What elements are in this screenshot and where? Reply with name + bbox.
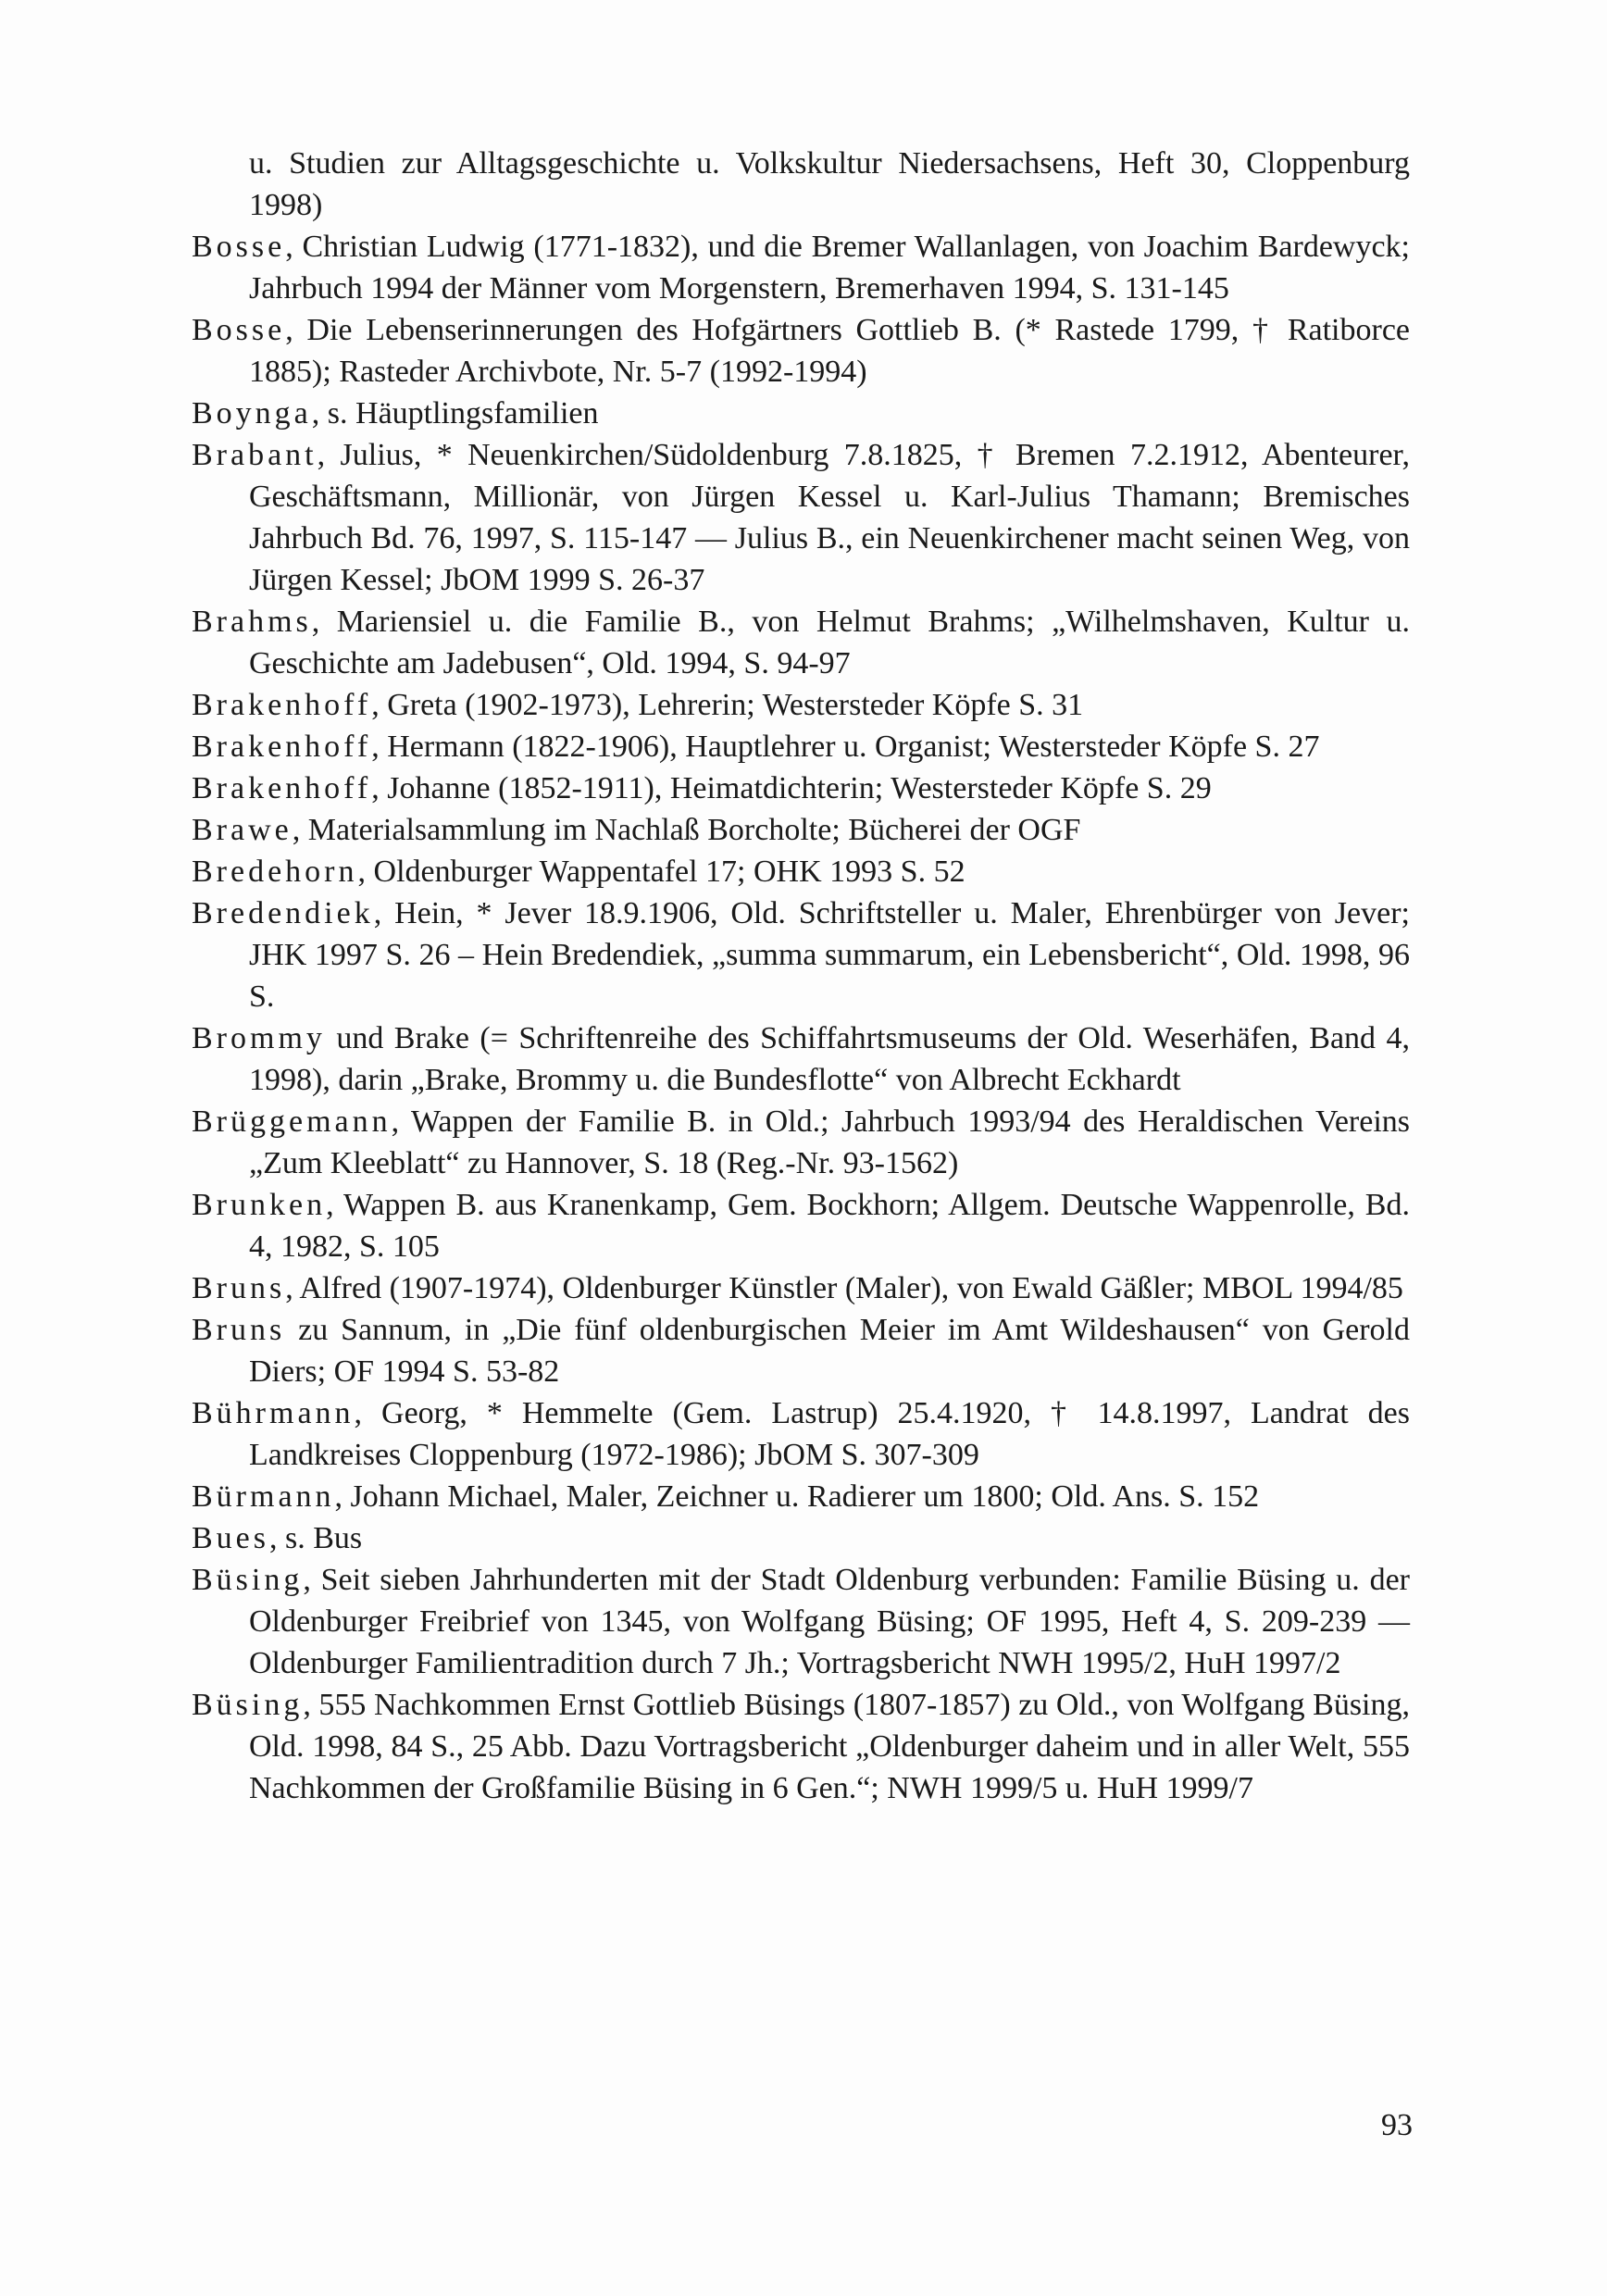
entry-headword: Bues (192, 1521, 269, 1555)
index-entry (192, 143, 1410, 226)
index-entry (192, 1476, 1410, 1517)
index-entry (192, 1017, 1410, 1101)
index-entry (192, 684, 1410, 726)
entry-headword: Brawe (192, 813, 293, 847)
index-entry (192, 1392, 1410, 1476)
entry-text: , s. Häuptlingsfamilien (311, 396, 599, 430)
index-entry (192, 393, 1410, 434)
entry-headword: Brommy (192, 1021, 326, 1055)
index-entry (192, 767, 1410, 809)
index-entry (192, 1559, 1410, 1684)
entry-text: , Georg, * Hemmelte (Gem. Lastrup) 25.4.1920, † 14.8.1997, Landrat des Landkreises Cloppenburg (1972-1986); JbOM S. 307-309 (249, 1396, 1410, 1472)
index-entry (192, 309, 1410, 393)
entry-headword: Brakenhoff (192, 771, 372, 805)
entry-headword: Brahms (192, 605, 312, 639)
entry-headword: Brüggemann (192, 1104, 392, 1139)
entry-text: , Johann Michael, Maler, Zeichner u. Radierer um 1800; Old. Ans. S. 152 (334, 1479, 1260, 1514)
entry-headword: Bruns (192, 1271, 286, 1305)
entry-text: , 555 Nachkommen Ernst Gottlieb Büsings (1807-1857) zu Old., von Wolfgang Büsing, Old. 1998, 84 S., 25 Abb. Dazu Vortragsbericht „Oldenburger daheim und in aller Welt, 555 Nachkommen der Großfamilie Büsing in 6 Gen.“; NWH 1999/5 u. HuH 1999/7 (249, 1688, 1410, 1805)
entry-text: , Wappen B. aus Kranenkamp, Gem. Bockhorn; Allgem. Deutsche Wappenrolle, Bd. 4, 1982, S. 105 (249, 1188, 1410, 1264)
entry-text: , Hermann (1822-1906), Hauptlehrer u. Organist; Westersteder Köpfe S. 27 (371, 730, 1320, 764)
page-number: 93 (1381, 2108, 1413, 2142)
entry-text: , Mariensiel u. die Familie B., von Helmut Brahms; „Wilhelmshaven, Kultur u. Geschichte am Jadebusen“, Old. 1994, S. 94-97 (249, 605, 1410, 680)
entry-text: , s. Bus (269, 1521, 363, 1555)
entry-text: und Brake (= Schriftenreihe des Schiffahrtsmuseums der Old. Weserhäfen, Band 4, 1998), darin „Brake, Brommy u. die Bundesflotte“ von Albrecht Eckhardt (249, 1021, 1410, 1097)
entry-text: , Johanne (1852-1911), Heimatdichterin; Westersteder Köpfe S. 29 (371, 771, 1212, 805)
entry-text: , Christian Ludwig (1771-1832), und die Bremer Wallanlagen, von Joachim Bardewyck; Jahrbuch 1994 der Männer vom Morgenstern, Bremerhaven 1994, S. 131-145 (249, 230, 1410, 306)
entry-headword: Bredehorn (192, 855, 358, 889)
index-entry (192, 851, 1410, 892)
entry-text: , Hein, * Jever 18.9.1906, Old. Schriftsteller u. Maler, Ehrenbürger von Jever; JHK 1997 S. 26 – Hein Bredendiek, „summa summarum, ein Lebensbericht“, Old. 1998, 96 S. (249, 896, 1410, 1014)
entry-headword: Brabant (192, 438, 318, 472)
entry-headword: Bosse (192, 230, 286, 264)
entry-headword: Bürmann (192, 1479, 335, 1514)
index-entry (192, 1267, 1410, 1309)
entry-headword: Büsing (192, 1563, 304, 1597)
entry-headword: Brakenhoff (192, 730, 372, 764)
entry-text: , Seit sieben Jahrhunderten mit der Stadt Oldenburg verbunden: Familie Büsing u. der Oldenburger Freibrief von 1345, von Wolfgang Büsing; OF 1995, Heft 4, S. 209-239 — Oldenburger Familientradition durch 7 Jh.; Vortragsbericht NWH 1995/2, HuH 1997/2 (249, 1563, 1410, 1680)
entry-text: , Materialsammlung im Nachlaß Borcholte; Bücherei der OGF (292, 813, 1081, 847)
entry-text: , Greta (1902-1973), Lehrerin; Westersteder Köpfe S. 31 (371, 688, 1084, 722)
index-entry (192, 1684, 1410, 1809)
entry-headword: Boynga (192, 396, 312, 430)
entry-text: , Julius, * Neuenkirchen/Südoldenburg 7.8.1825, † Bremen 7.2.1912, Abenteurer, Geschäftsmann, Millionär, von Jürgen Kessel u. Karl-Julius Thamann; Bremisches Jahrbuch Bd. 76, 1997, S. 115-147 — Julius B., ein Neuenkirchener macht seinen Weg, von Jürgen Kessel; JbOM 1999 S. 26-37 (249, 438, 1410, 597)
index-entry (192, 1309, 1410, 1392)
index-entry (192, 226, 1410, 309)
index-entries (192, 143, 1410, 1809)
entry-text: , Oldenburger Wappentafel 17; OHK 1993 S. 52 (357, 855, 965, 889)
entry-text: zu Sannum, in „Die fünf oldenburgischen Meier im Amt Wildeshausen“ von Gerold Diers; OF 1994 S. 53-82 (249, 1313, 1410, 1389)
entry-text: u. Studien zur Alltagsgeschichte u. Volkskultur Niedersachsens, Heft 30, Cloppenburg 1998) (249, 146, 1410, 222)
index-entry (192, 809, 1410, 851)
entry-text: , Wappen der Familie B. in Old.; Jahrbuch 1993/94 des Heraldischen Vereins „Zum Kleeblatt“ zu Hannover, S. 18 (Reg.-Nr. 93-1562) (249, 1104, 1410, 1180)
entry-headword: Brakenhoff (192, 688, 372, 722)
index-entry (192, 434, 1410, 601)
entry-headword: Bosse (192, 313, 286, 347)
index-entry (192, 1517, 1410, 1559)
entry-headword: Brunken (192, 1188, 327, 1222)
entry-headword: Bruns (192, 1313, 286, 1347)
entry-headword: Bredendiek (192, 896, 374, 930)
index-entry (192, 1184, 1410, 1267)
index-entry (192, 892, 1410, 1017)
index-entry (192, 726, 1410, 767)
entry-text: , Die Lebenserinnerungen des Hofgärtners Gottlieb B. (* Rastede 1799, † Ratiborce 1885); Rasteder Archivbote, Nr. 5-7 (1992-1994) (249, 313, 1410, 389)
entry-headword: Bührmann (192, 1396, 355, 1430)
entry-headword: Büsing (192, 1688, 304, 1722)
index-entry (192, 601, 1410, 684)
entry-text: , Alfred (1907-1974), Oldenburger Künstler (Maler), von Ewald Gäßler; MBOL 1994/85 (285, 1271, 1403, 1305)
index-entry (192, 1101, 1410, 1184)
